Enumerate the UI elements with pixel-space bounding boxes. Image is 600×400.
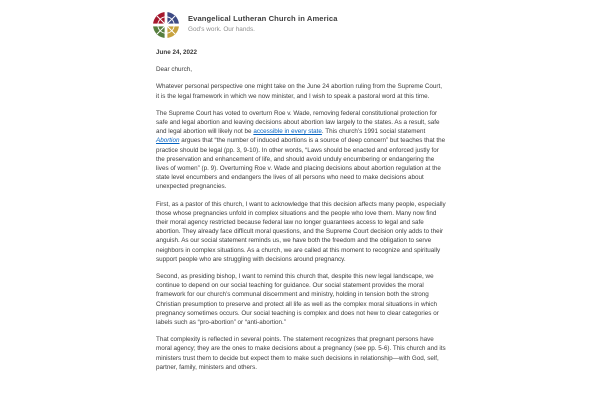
abortion-social-statement-link[interactable]: Abortion: [156, 137, 180, 145]
org-header-text: [188, 10, 338, 33]
paragraph-2-text: The Supreme Court has voted to overturn Roe v. Wade, removing federal constitutional protection for safe and legal abortion and leaving decisions about abortion law largely to the states. As a result, safe and legal abortion will likely not be: [156, 109, 440, 136]
letter-date: June 24, 2022: [156, 49, 197, 56]
paragraph-1: Whatever personal perspective one might take on the June 24 abortion ruling from the Supreme Court, it is the legal framework in which we now minister, and I wish to speak a pastoral word at this time.: [156, 83, 442, 100]
paragraph-2-text: argues that “the number of induced abortions is a source of deep concern” but teaches that the practice should be legal (pp. 3, 9-10). In other words, “Laws should be enacted and enforced justly for the preservation and enhancement of life, and should avoid unduly encumbering or endangering the lives of women” (p. 9). Overturning Roe v. Wade and placing decisions about abortion regulation at the state level encumbers and endangers the lives of all persons who need to make decisions about unexpected pregnancies.: [156, 137, 446, 191]
paragraph-2: [156, 109, 446, 192]
paragraph-2-text: . This church’s 1991 social statement: [321, 128, 426, 136]
paragraph-3: First, as a pastor of this church, I want to acknowledge that this decision affects many people, especially those whose pregnancies unfold in complex situations and the people who love them. Many now find their moral agency restricted because federal law no longer guarantees access to legal and safe abortion. They already face difficult moral questions, and the Supreme Court decision only adds to their anguish. As our social statement reminds us, we have both the freedom and the obligation to serve neighbors in complex situations. As a church, we are called at this moment to recognize and spiritually support people who are struggling with decisions around pregnancy.: [156, 200, 446, 263]
paragraph-5: That complexity is reflected in several points. The statement recognizes that pregnant persons have moral agency; they are the ones to make decisions about a pregnancy (see pp. 5-6). This church and its ministers trust them to decide but expect them to make such decisions in relationship—with God, self, partner, family, ministers and others.: [156, 336, 446, 371]
accessible-in-every-state-link[interactable]: accessible in every state: [253, 128, 322, 136]
paragraph-4: Second, as presiding bishop, I want to remind this church that, despite this new legal landscape, we continue to depend on our social teaching for guidance. Our social statement provides the moral framework for our church’s communal discernment and ministry, holding in tension both the strong Christian presumption to preserve and protect all life as well as the complex moral situations in which pregnancy sometimes occurs. Our social teaching is complex and does not hew to clear categories or labels such as “pro-abortion” or “anti-abortion.”: [156, 273, 439, 327]
org-tagline: God's work. Our hands.: [188, 25, 255, 33]
elca-cross-mosaic-logo-icon: [151, 10, 181, 40]
org-header: [151, 10, 338, 40]
salutation: Dear church,: [156, 66, 193, 74]
letter-body: [156, 48, 446, 380]
org-name: Evangelical Lutheran Church in America: [188, 14, 338, 23]
